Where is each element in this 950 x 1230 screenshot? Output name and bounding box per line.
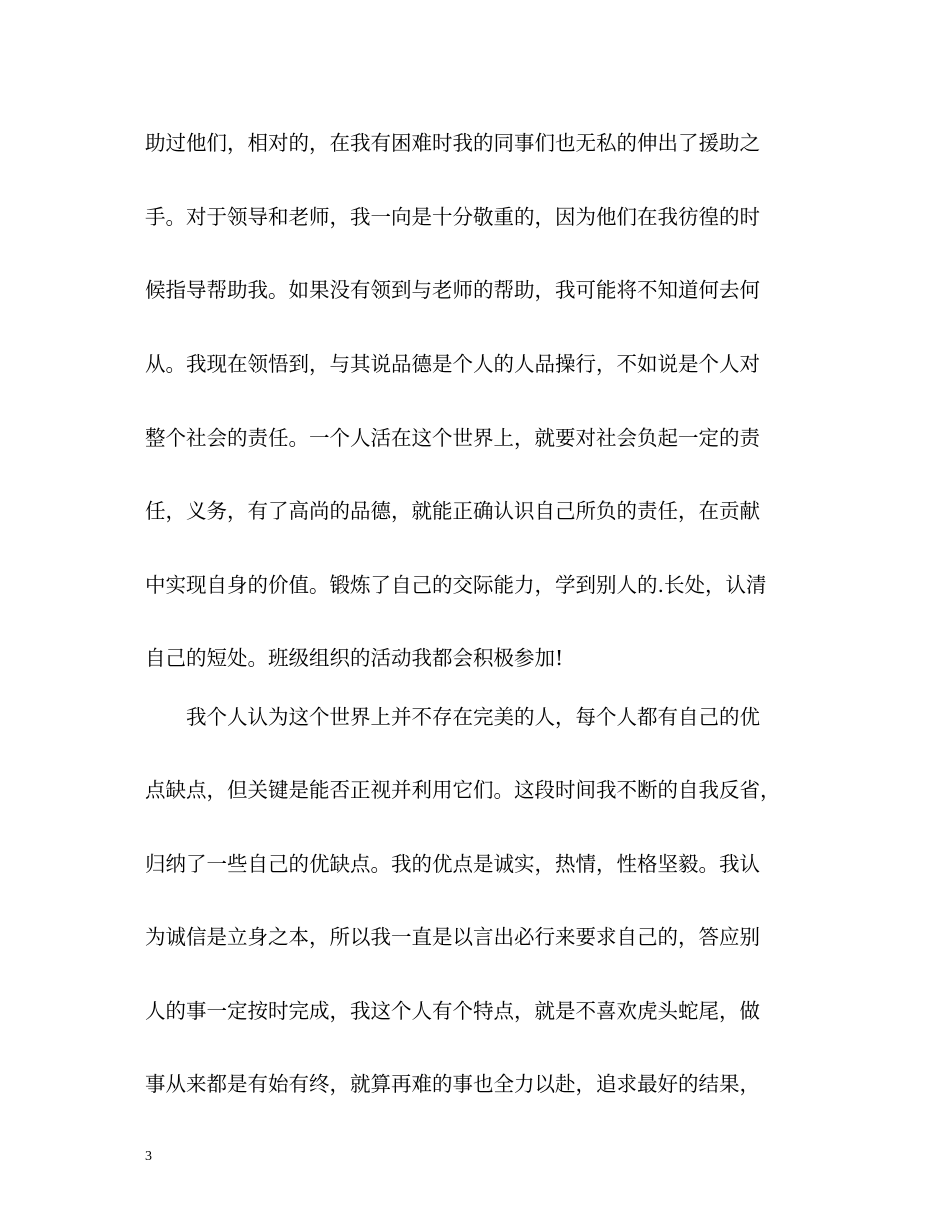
text-line: 助过他们，相对的，在我有困难时我的同事们也无私的伸出了援助之 bbox=[145, 131, 760, 155]
text-line: 归纳了一些自己的优缺点。我的优点是诚实，热情，性格坚毅。我认 bbox=[145, 852, 760, 876]
text-line: 人的事一定按时完成，我这个人有个特点，就是不喜欢虎头蛇尾，做 bbox=[145, 999, 760, 1023]
text-line: 从。我现在领悟到，与其说品德是个人的人品操行，不如说是个人对 bbox=[145, 352, 760, 376]
page-number: 3 bbox=[145, 1149, 152, 1164]
text-line: 中实现自身的价值。锻炼了自己的交际能力，学到别人的.长处，认清 bbox=[145, 573, 767, 597]
text-line: 手。对于领导和老师，我一向是十分敬重的，因为他们在我彷徨的时 bbox=[145, 205, 760, 229]
text-line: 为诚信是立身之本，所以我一直是以言出必行来要求自己的，答应别 bbox=[145, 925, 760, 949]
text-line: 候指导帮助我。如果没有领到与老师的帮助，我可能将不知道何去何 bbox=[145, 278, 760, 302]
text-line: 点缺点，但关键是能否正视并利用它们。这段时间我不断的自我反省， bbox=[145, 778, 781, 802]
text-line: 事从来都是有始有终，就算再难的事也全力以赴，追求最好的结果， bbox=[145, 1072, 760, 1096]
paragraph-first-line: 我个人认为这个世界上并不存在完美的人，每个人都有自己的优 bbox=[186, 705, 760, 729]
text-line: 任，义务，有了高尚的品德，就能正确认识自己所负的责任，在贡献 bbox=[145, 499, 760, 523]
text-line: 自己的短处。班级组织的活动我都会积极参加! bbox=[145, 646, 564, 670]
text-line: 整个社会的责任。一个人活在这个世界上，就要对社会负起一定的责 bbox=[145, 426, 760, 450]
